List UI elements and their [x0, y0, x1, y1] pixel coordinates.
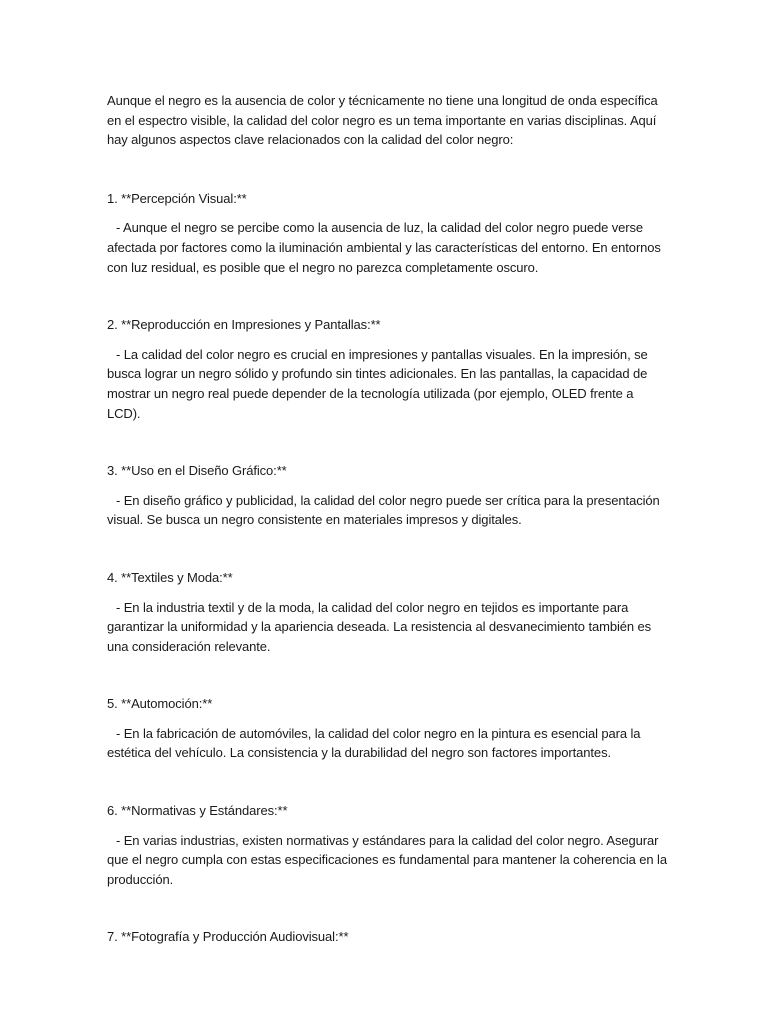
section-title: 7. **Fotografía y Producción Audiovisual:** [107, 929, 349, 945]
section-title: 6. **Normativas y Estándares:** [107, 803, 288, 819]
section-6 [107, 801, 668, 889]
intro-paragraph: Aunque el negro es la ausencia de color y técnicamente no tiene una longitud de onda específica en el espectro visible, la calidad del color negro es un tema importante en varias disciplinas. Aquí hay algunos aspectos clave relacionados con la calidad del color negro: [107, 93, 658, 148]
section-1 [107, 189, 668, 277]
section-title: 3. **Uso en el Diseño Gráfico:** [107, 463, 287, 479]
section-title: 2. **Reproducción en Impresiones y Pantallas:** [107, 317, 381, 333]
section-title: 5. **Automoción:** [107, 696, 213, 712]
section-body: - Aunque el negro se percibe como la ausencia de luz, la calidad del color negro puede verse afectada por factores como la iluminación ambiental y las características del entorno. En entornos con luz residual, es posible que el negro no parezca completamente oscuro. [107, 220, 661, 275]
section-body: - En diseño gráfico y publicidad, la calidad del color negro puede ser crítica para la presentación visual. Se busca un negro consistente en materiales impresos y digitales. [107, 492, 660, 528]
section-body: - En la fabricación de automóviles, la calidad del color negro en la pintura es esencial para la estética del vehículo. La consistencia y la durabilidad del negro son factores importantes. [107, 725, 641, 761]
section-body: - En varias industrias, existen normativas y estándares para la calidad del color negro. Asegurar que el negro cumpla con estas especificaciones es fundamental para mantener la coherencia en la producción. [107, 832, 667, 887]
section-5 [107, 694, 668, 763]
section-title: 4. **Textiles y Moda:** [107, 569, 233, 585]
section-title: 1. **Percepción Visual:** [107, 190, 247, 206]
section-7 [107, 927, 668, 947]
section-2 [107, 315, 668, 423]
section-3 [107, 461, 668, 530]
section-4 [107, 568, 668, 656]
section-body: - La calidad del color negro es crucial en impresiones y pantallas visuales. En la impresión, se busca lograr un negro sólido y profundo sin tintes adicionales. En las pantallas, la capacidad de mostrar un negro real puede depender de la tecnología utilizada (por ejemplo, OLED frente a LCD). [107, 346, 648, 421]
section-body: - En la industria textil y de la moda, la calidad del color negro en tejidos es importante para garantizar la uniformidad y la apariencia deseada. La resistencia al desvanecimiento también es una consideración relevante. [107, 599, 652, 654]
